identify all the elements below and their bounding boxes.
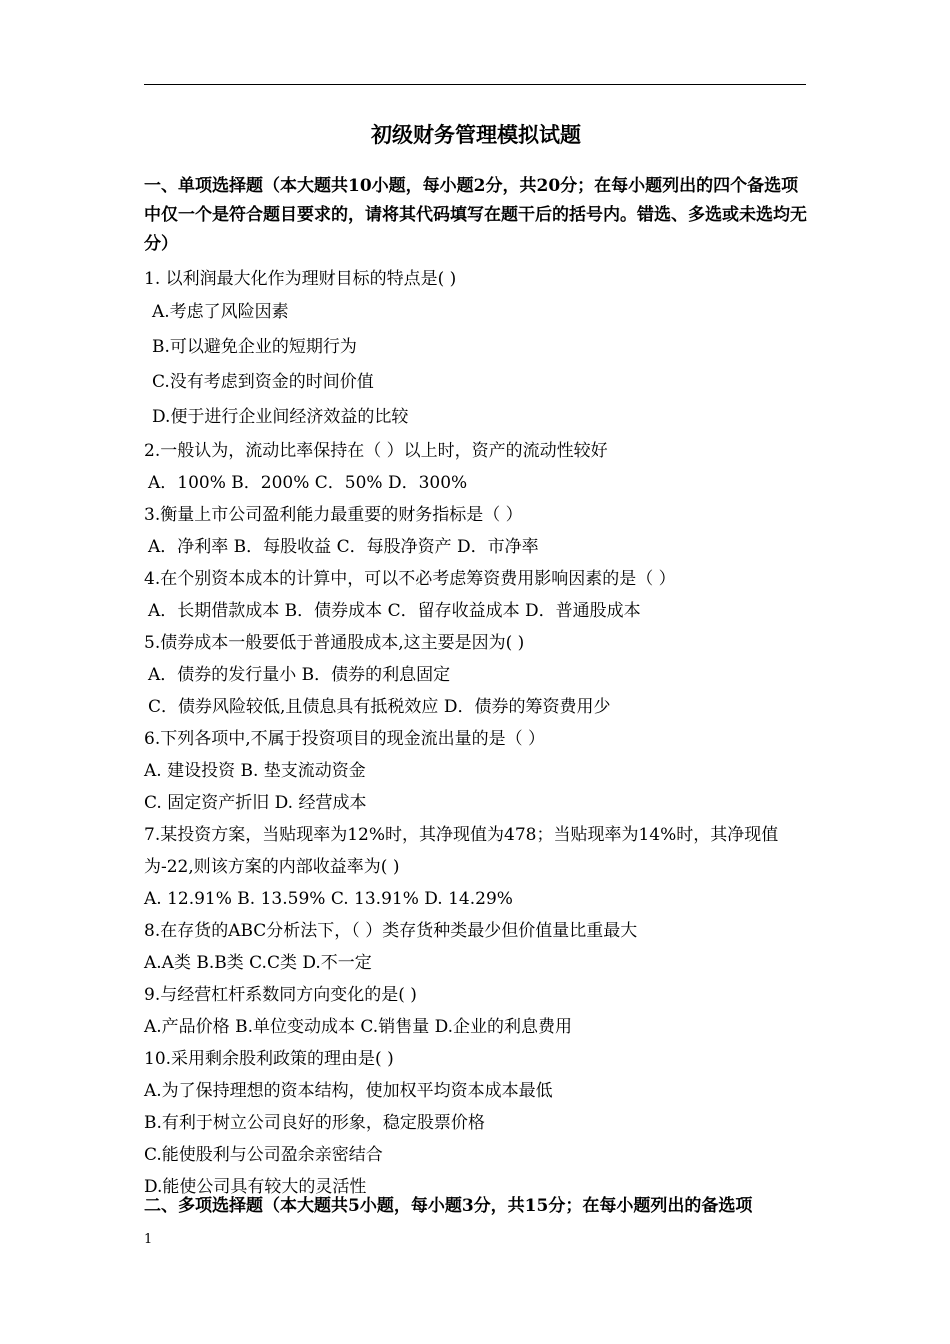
question-1-option-c: C.没有考虑到资金的时间价值 — [152, 372, 374, 392]
question-3-options: A．净利率 B．每股收益 C．每股净资产 D．市净率 — [148, 537, 539, 557]
question-6-options-cd: C. 固定资产折旧 D. 经营成本 — [144, 793, 367, 813]
question-9-stem: 9.与经营杠杆系数同方向变化的是( ) — [144, 985, 417, 1005]
header-rule — [144, 84, 806, 85]
question-9-options: A.产品价格 B.单位变动成本 C.销售量 D.企业的利息费用 — [144, 1017, 573, 1037]
question-5-options-cd: C．债券风险较低,且债息具有抵税效应 D．债券的筹资费用少 — [148, 697, 611, 717]
question-8-options: A.A类 B.B类 C.C类 D.不一定 — [144, 953, 372, 973]
question-1-stem: 1. 以利润最大化作为理财目标的特点是( ) — [144, 269, 457, 289]
question-10-option-d: D.能使公司具有较大的灵活性 — [144, 1177, 367, 1197]
page-title: 初级财务管理模拟试题 — [371, 122, 581, 147]
question-8-stem: 8.在存货的ABC分析法下，（ ）类存货种类最少但价值量比重最大 — [144, 921, 638, 941]
document-body — [144, 118, 808, 1203]
question-7-stem: 7.某投资方案，当贴现率为12%时，其净现值为478；当贴现率为14%时，其净现值为-22,则该方案的内部收益率为( ) — [144, 825, 779, 877]
question-10-option-a: A.为了保持理想的资本结构，使加权平均资本成本最低 — [144, 1081, 553, 1101]
question-1-option-d: D.便于进行企业间经济效益的比较 — [152, 407, 409, 427]
section-heading-single-choice: 一、单项选择题（本大题共10小题，每小题2分，共20分；在每小题列出的四个备选项中仅一个是符合题目要求的，请将其代码填写在题干后的括号内。错选、多选或未选均无分） — [144, 176, 807, 254]
question-10-stem: 10.采用剩余股利政策的理由是( ) — [144, 1049, 394, 1069]
question-3-stem: 3.衡量上市公司盈利能力最重要的财务指标是（ ） — [144, 505, 523, 525]
page-number: 1 — [144, 1232, 153, 1247]
section-heading-multiple-choice: 二、多项选择题（本大题共5小题，每小题3分，共15分；在每小题列出的备选项 — [144, 1196, 753, 1216]
question-6-options-ab: A. 建设投资 B. 垫支流动资金 — [144, 761, 366, 781]
question-1-option-a: A.考虑了风险因素 — [152, 302, 289, 322]
question-6-stem: 6.下列各项中,不属于投资项目的现金流出量的是（ ） — [144, 729, 546, 749]
question-4-options: A．长期借款成本 B．债券成本 C．留存收益成本 D．普通股成本 — [148, 601, 641, 621]
question-7-options: A. 12.91% B. 13.59% C. 13.91% D. 14.29% — [144, 889, 513, 909]
question-2-stem: 2.一般认为，流动比率保持在（ ）以上时，资产的流动性较好 — [144, 441, 608, 461]
question-1-option-b: B.可以避免企业的短期行为 — [152, 337, 357, 357]
question-5-stem: 5.债券成本一般要低于普通股成本,这主要是因为( ) — [144, 633, 525, 653]
question-2-options: A．100% B．200% C．50% D．300% — [148, 473, 468, 493]
question-10-option-c: C.能使股利与公司盈余亲密结合 — [144, 1145, 383, 1165]
question-4-stem: 4.在个别资本成本的计算中，可以不必考虑筹资费用影响因素的是（ ） — [144, 569, 676, 589]
question-10-option-b: B.有利于树立公司良好的形象，稳定股票价格 — [144, 1113, 485, 1133]
question-5-options-ab: A．债券的发行量小 B．债券的利息固定 — [148, 665, 451, 685]
